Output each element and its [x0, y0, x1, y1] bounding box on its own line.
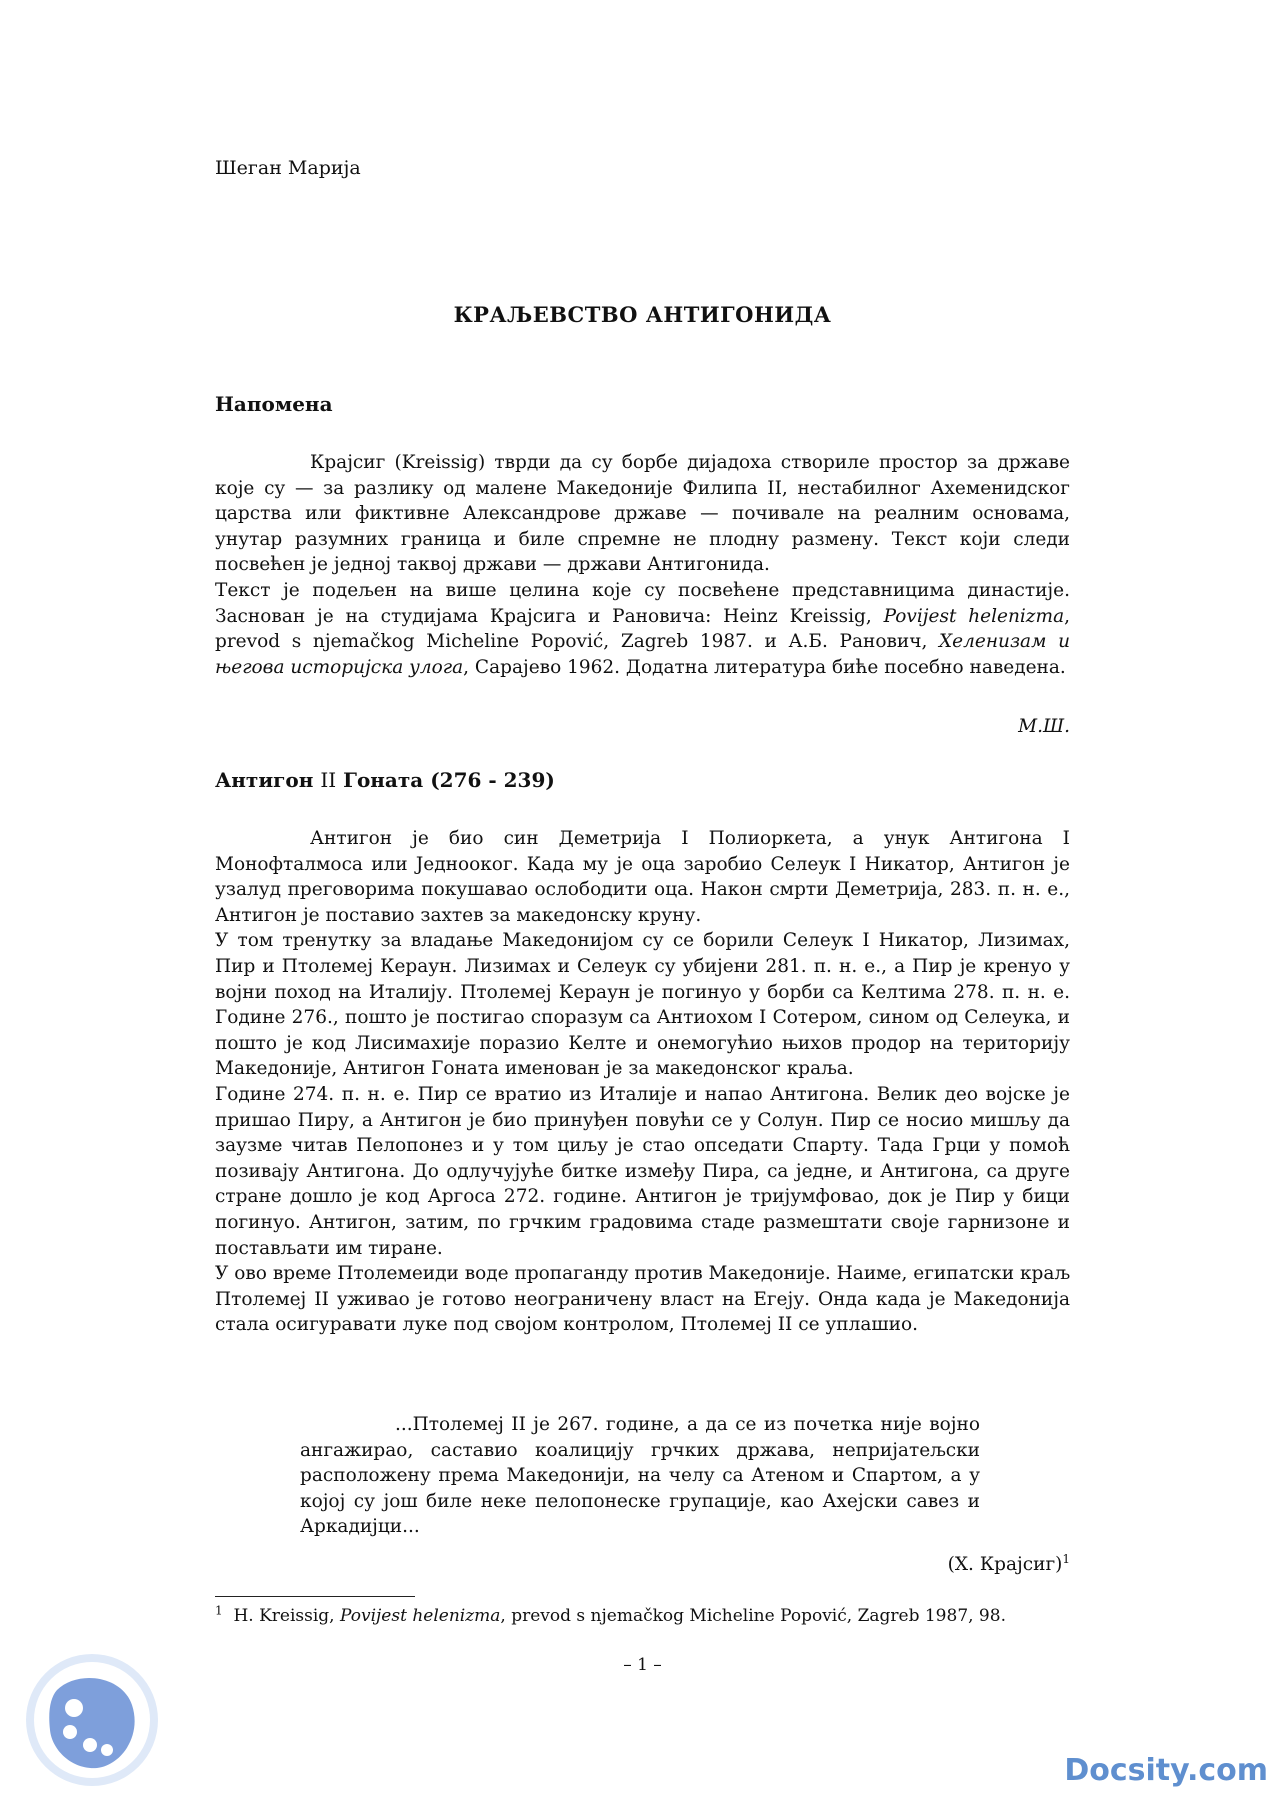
footnote: $^1$ H. Kreissig, Povijest helenizma, prevod s njemačkog Micheline Popović, Zagreb 1987, 98.: [215, 1603, 1006, 1626]
quote-text: ...Птолемеј II је 267. године, а да се из почетка није војно ангажирао, саставио коалицију грчких држава, непријатељски расположену према Македонији, на челу са Атеном и Спартом, а у којој су још биле неке пелопонеске групације, као Ахејски савез и Аркадијци...: [300, 1414, 980, 1538]
page-number: – 1 –: [623, 1655, 662, 1675]
book-title: Хеленизам и његова историјска улога: [215, 631, 1071, 678]
author-name: Шеган Марија: [215, 157, 361, 179]
section-heading: Антигон II Гоната (276 - 239): [215, 768, 555, 792]
note-paragraph-2: Текст је подељен на више целина које су посвећене представницима династије. Заснован је на студијама Крајсига и Рановича: Heinz Kreissig, Povijest helenizma, prevod s njemačkog Micheline Popović, Zagreb 1987. и А.Б. Ранович, Хеленизам и његова историјска улога, Сарајево 1962. Додатна литература биће посебно наведена.: [215, 579, 1071, 678]
footnote-ref[interactable]: 1: [1062, 1551, 1070, 1566]
paragraph: Антигон је био син Деметрија I Полиоркета, а унук Антигона I Монофталмоса или Једнооког. Када му је оца заробио Селеук I Никатор, Антигон је узалуд преговорима покушавао ослободити оца. Након смрти Деметрија, 283. п. н. е., Антигон је поставио захтев за македонску круну.: [215, 828, 1070, 926]
paragraph: У ово време Птолемеиди воде пропаганду против Македоније. Наиме, египатски краљ Птолемеј II уживао је готово неограничену власт на Егеју. Онда када је Македонија стала осигуравати луке под својом контролом, Птолемеј II се уплашио.: [215, 1263, 1070, 1336]
signature: М.Ш.: [1018, 716, 1070, 737]
note-paragraph-1: Крајсиг (Kreissig) тврди да су борбе дијадоха створиле простор за државе које су — за разлику од малене Македоније Филипа II, нестабилног Ахеменидског царства или фиктивне Александрове државе — почивале на реалним основама, унутар разумних граница и биле спремне не плодну размену. Текст који следи посвећен је једној таквој држави — држави Антигонида.: [215, 452, 1070, 576]
document-title: КРАЉЕВСТВО АНТИГОНИДА: [453, 302, 832, 327]
footnote-divider: [215, 1596, 415, 1597]
section-text: [215, 826, 1070, 1338]
block-quote: [300, 1412, 980, 1540]
paragraph: Године 274. п. н. е. Пир се вратио из Италије и напао Антигона. Велик део војске је пришао Пиру, а Антигон је био принуђен повући се у Солун. Пир се носио мишљу да заузме читав Пелопонез и у том циљу је стао опседати Спарту. Тада Грци у помоћ позивају Антигона. До одлучујуће битке између Пира, са једне, и Антигона, са друге стране дошло је код Аргоса 272. године. Антигон је тријумфовао, док је Пир у бици погинуо. Антигон, затим, по грчким градовима стаде размештати своје гарнизоне и постављати им тиране.: [215, 1083, 1070, 1259]
docsity-logo-icon[interactable]: [22, 1650, 162, 1790]
quote-source: (Х. Крајсиг)$^1$: [947, 1551, 1070, 1575]
docsity-watermark[interactable]: Docsity.com: [1064, 1753, 1268, 1788]
note-text: [215, 450, 1070, 680]
note-heading: Напомена: [215, 392, 333, 416]
book-title: Povijest helenizma: [883, 605, 1065, 627]
paragraph: У том тренутку за владање Македонијом су се борили Селеук I Никатор, Лизимах, Пир и Птолемеј Кераун. Лизимах и Селеук су убијени 281. п. н. е., а Пир је кренуо у војни поход на Италију. Птолемеј Кераун је погинуо у борби са Келтима 278. п. н. е. Године 276., пошто је постигао споразум са Антиохом I Сотером, сином од Селеука, и пошто је код Лисимахије поразио Келте и онемогућио њихов продор на територију Македоније, Антигон Гоната именован је за македонског краља.: [215, 930, 1070, 1080]
